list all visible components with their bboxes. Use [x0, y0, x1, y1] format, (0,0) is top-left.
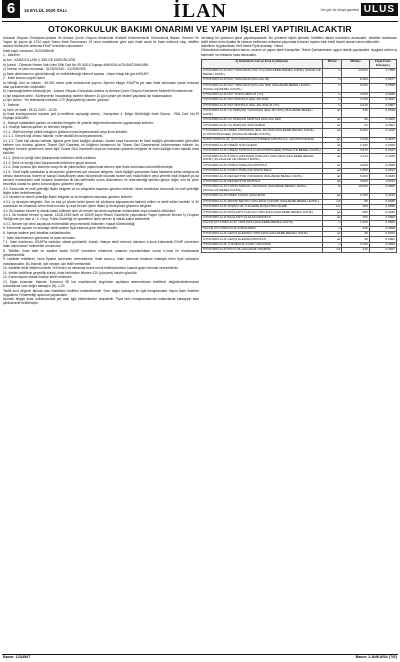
section-title: İLAN — [172, 0, 227, 22]
cell-quantity: 2.180 — [342, 143, 369, 148]
table-row — [202, 148, 397, 153]
notice-paragraph: a) Adı : KARAYOLLARI 4. BÖLGE MÜDÜRLÜĞÜ — [3, 57, 76, 62]
cell-quantity: 8.400 — [342, 78, 369, 83]
cell-quantity: 6.400 — [342, 174, 369, 179]
cell-item-name: OTOKORKULUK BAĞLANTI PLAKASI YAPILMASI (MALZEME BEDELİ DAHİL) — [202, 210, 323, 215]
cell-coefficient: 0,0026 — [369, 143, 396, 148]
notice-paragraph: Ankaralı Otoyolu Güneybatı-Ankara Ve Ankara Çevre Otoyolu Kesiminde Muhtelif Kilometrelerde Otokorkuluk Bakımı Onarımı Ve Yapım İşi yapım işi 4734 sayılı Kamu İhale Kanununun 19 uncu maddesine göre açık ihale usulü ile ihale edilecek olup, teklifler sadece elektronik ortamda EKAP üzerinden alınacaktır. — [3, 36, 199, 49]
cell-coefficient: 0,0189 — [369, 174, 396, 179]
notice-paragraph: Ayrıntılı bilgiye ihale dokümanında yer alan ilgili hükümlerden ulaşılabilir. Fiyat farkı hesaplamasında kullanılacak katsayılar idari şartnamede belirtilmiştir. — [3, 297, 199, 306]
logo-wordmark: ULUS — [361, 3, 398, 16]
cell-item-name: KAYAR ÇİT KORKULUK YAPILMASI (MALZEME BEDELİ DAHİL) — [202, 221, 323, 226]
cell-coefficient: 0,0002 — [369, 237, 396, 242]
notice-paragraph: 2 - İhale konusu yapım işinin — [3, 76, 45, 81]
table-row — [202, 154, 397, 163]
cell-coefficient: 0,0437 — [369, 148, 396, 153]
notice-body-left — [3, 36, 199, 652]
cell-unit: m — [322, 78, 342, 83]
notice-paragraph: b) İhale komisyonunun toplantı yeri (e-tekliflerin açılacağı adres) : Karayolları 4. Bölge Müdürlüğü İhale Salonu - Etlik Cad. No:19 Dışkapı ANKARA — [3, 112, 199, 121]
cell-coefficient: 0,0014 — [369, 168, 396, 173]
cell-coefficient: 0,0070 — [369, 138, 396, 143]
header-unit: Birimi — [322, 59, 342, 68]
cell-quantity: 3.300 — [342, 92, 369, 97]
notice-paragraph: ç) İhale dokümanının görülebileceği ve indirilebileceği internet sayfası : https://ekap.kik.gov.tr/EKAP/ — [3, 71, 149, 76]
cell-unit: ad — [322, 143, 342, 148]
cell-quantity: 310 — [342, 248, 369, 253]
notice-paragraph: a) Niteliği, türü ve miktarı : 66.000 metre çelik otokorkuluk yapımı. Ayrıntılı bilgiye EKAP'ta yer alan ihale dokümanı içinde bulunan idari şartnameden ulaşılabilir. — [3, 80, 199, 89]
notice-paragraph: 4.1.2. Şekli ve içeriği İdari Şartnamede belirlenen teklif mektubu. — [3, 156, 97, 161]
cell-quantity: 2.700 — [342, 242, 369, 247]
footer-right-code: Basın: 2.ANKARA (7/E) — [355, 655, 397, 659]
cell-quantity: 3.600 — [342, 179, 369, 184]
notice-paragraph: 4.1.1.2. Tüzel kişi olması halinde, ilgisine göre tüzel kişiliğin ortakları, üyeleri veya kurucuları ile tüzel kişiliğin yönetimindeki görevlileri belirten son durumu gösterir Ticaret Sicil Gazetesi, bu bilgilerin tamamının bir Ticaret Sicil Gazetesinde bulunmaması halinde, bu bilgilerin tümünü göstermek üzere ilgili Ticaret Sicil Gazeteleri veya bu hususları gösteren belgeler ile tüzel kişiliğin noter tasdikli imza sirküleri. — [3, 139, 199, 156]
cell-item-name: OTOKORKULUK REFLEKTÖR YAPILMASI (MALZEME BEDELİ DAHİL) — [202, 174, 323, 179]
cell-unit: ad — [322, 210, 342, 215]
cell-item-name: OTOKORKULUK UÇ PARÇASI MONTAJI (RAL-RG 820) — [202, 118, 323, 123]
cell-quantity: 12.500 — [342, 68, 369, 77]
cell-coefficient: 0,0027 — [369, 248, 396, 253]
cell-item-name: OTOKORKULUK BOYA VE GALVANİZ ONARIMI — [202, 248, 323, 253]
intro-paragraph: herhangi bir yazılımın işlevi yapılmayacaktır. Bu yönteme ilişkin işlemler, belirtilen ilanlar üzerinden alınacaktır. İstekliler tarafından teklif edilen birim fiyatlar ile idarece belirlenen miktarlar çarpılarak bulunan toplam tutar teklif bedeli olarak kabul edilecektir. — [201, 36, 397, 45]
cell-quantity: 48 — [342, 231, 369, 236]
notice-paragraph: 4.1.3. Şekli ve içeriği İdari Şartnamede belirlenen geçici teminat. — [3, 160, 97, 165]
cell-quantity: 640 — [342, 226, 369, 231]
cell-quantity: 980 — [342, 210, 369, 215]
cell-coefficient: 0,1026 — [369, 154, 396, 163]
notice-paragraph: Teklifi sınır değerin altında olan isteklilerin teklifleri reddedilecektir. Sınır değer katsayısı ile ilgili hesaplamalar Yapım İşleri İhaleleri Uygulama Yönetmeliği uyarınca yapılacaktır. — [3, 288, 199, 297]
cell-unit: m — [322, 103, 342, 108]
notice-paragraph: 12. Konsorsiyum olarak ihaleye teklif verilemez. — [3, 275, 73, 280]
cell-coefficient: 0,0045 — [369, 210, 396, 215]
cell-item-name: OTOKORKULUK AYIRICI PARÇASI SÖKÜLMESİ — [202, 168, 323, 173]
notice-paragraph: 4.4. Bu ihalede benzer iş olarak kabul edilecek işler ve benzer işe denk sayılacak mühendislik veya mimarlık bölümleri: — [3, 208, 176, 213]
notice-paragraph: 4.2. Ekonomik ve mali yeterliğe ilişkin belgeler ve bu belgelerin taşıması gereken kriterler: İdare tarafından ekonomik ve mali yeterliğe ilişkin kriter belirtilmemiştir. — [3, 186, 199, 195]
cell-coefficient: 0,0067 — [369, 103, 396, 108]
cell-item-name: OTOKORKULUK GEÇİŞ ELEMANI YAPILMASI (MALZEME BEDELİ DAHİL) — [202, 231, 323, 236]
page-number: 6 — [2, 0, 20, 18]
notice-paragraph: 4.3.1. İş deneyim belgeleri: Son on beş yıl içinde bedel içeren bir sözleşme kapsamında taahhüt edilen ve teklif edilen bedelin % 40 oranından az olmamak üzere ihale konusu iş veya benzer işlere ilişkin iş deneyimini gösteren belgeler. — [3, 199, 199, 209]
notice-paragraph: 4.3. Mesleki ve teknik yeterliğe ilişkin belgeler ve bu belgelerin taşıması gereken kriterler: — [3, 195, 133, 200]
cell-coefficient: 0,0009 — [369, 215, 396, 220]
notice-headline: OTOKORKULUK BAKIMI ONARIMI VE YAPIM İŞLERİ YAPTIRILACAKTIR — [48, 24, 352, 34]
cell-unit: ton — [322, 204, 342, 209]
cell-unit: m — [322, 68, 342, 77]
page-footer — [0, 654, 400, 662]
notice-paragraph: 4.1. İhaleye katılma şartları ve istenilen belgeler: — [3, 125, 74, 130]
notice-paragraph: 4.1.1. Teklif vermeye yetkili olduğunu gösteren imza beyannamesi veya imza sirküleri; — [3, 129, 128, 134]
cell-quantity: 36 — [342, 237, 369, 242]
cell-coefficient: 0,0035 — [369, 199, 396, 204]
cell-item-name: OTOKORKULUK REFLEKTÖR MONTAJI — [202, 179, 323, 184]
cell-coefficient: 0,0028 — [369, 163, 396, 168]
cell-unit: ad — [322, 118, 342, 123]
cell-unit: ad — [322, 194, 342, 199]
table-row — [202, 68, 397, 77]
cell-unit: tk — [322, 184, 342, 193]
cell-coefficient: 0,3229 — [369, 128, 396, 137]
notice-paragraph: 8. Teklifler, ihale tarih ve saatine kadar EKAP üzerinden elektronik ortamda hazırlandıktan sonra e-imza ile imzalanarak gönderilecektir. — [3, 248, 199, 257]
cell-item-name: OTOKORKULUK RAY YAPILMASI (RAL-RG 820) (MALZEME BEDELİ DAHİL) (HAVALIYE BEDELİ DAHİL) — [202, 83, 323, 92]
cell-quantity: 4.725 — [342, 98, 369, 103]
cell-quantity: 420 — [342, 204, 369, 209]
cell-unit: ad — [322, 237, 342, 242]
cell-item-name: OTOKORKULUK CIVATA SOMUN YAPILMASI (MALZEME BEDELİ DAHİL) (HAVALIYE BEDELİ DAHİL) — [202, 184, 323, 193]
cell-quantity: 85 — [342, 199, 369, 204]
notice-paragraph: 4.4.1. Bu ihalede benzer iş olarak, 18.08.2018 tarih ve 30539 sayılı Resmi Gazete'de yayımlanan Yapım İşlerinde Benzer İş Grupları Tebliği'nde yer alan A / V. Grup: Trafik Güvenliği ve İşaretleme İşleri benzer iş olarak kabul edilecektir. — [3, 213, 199, 222]
cell-item-name: OTOKORKULUK YÜKSEKLİK AYARI YAPILMASI — [202, 242, 323, 247]
newspaper-logo — [321, 2, 398, 17]
notice-paragraph: b) Adresi : Zübeyde Hanım Vakı Nevi Etlik Cad No:39 06110 Dışkapı ANKARA ALTINDAĞ/ANKARA — [3, 62, 149, 67]
cell-item-name: OTOKORKULUK RAY MONTAJI (RAL-RG 820) — [202, 98, 323, 103]
cell-unit: m2 — [322, 248, 342, 253]
cell-item-name: OTOKORKULUK RAY YAPILMASI (RAL-RG 82) — [202, 78, 323, 83]
cell-item-name: OTOKORKULUK UÇ PARÇASI YAPILMASI (RAL-RG 820) (MALZEME BEDELİ DAHİL) — [202, 108, 323, 117]
notice-paragraph: İhale kayıt numarası: 2020/455648 — [3, 48, 54, 53]
notice-paragraph: 5. Ekonomik açıdan en avantajlı teklif sadece fiyat esasına göre belirlenecektir. — [3, 226, 118, 231]
cell-unit: ad — [322, 215, 342, 220]
cell-unit: ad — [322, 148, 342, 153]
cell-item-name: OTOKORKULUK AYIRICI PARÇASI MONTAJI — [202, 163, 323, 168]
cell-unit: m — [322, 242, 342, 247]
cell-unit: m3 — [322, 199, 342, 204]
cell-quantity: 2.450 — [342, 194, 369, 199]
cell-item-name: OTOKORKULUK UÇ PARÇASI SÖKÜLMESİ — [202, 123, 323, 128]
intro-paragraph: Otokorkuluk malzemesinin bakım, onarım ve yapım işleri Karayolları Teknik Şartnamesine uygun olarak yapılacaktır. Aşağıda verilen iş kalemleri ve miktarlar esas alınacaktır. — [201, 48, 397, 57]
notice-body-right — [201, 36, 397, 652]
cell-coefficient: 0,0037 — [369, 98, 396, 103]
cell-quantity: 18.500 — [342, 184, 369, 193]
cell-unit: m — [322, 98, 342, 103]
intro-paragraph: İsteklilere Uygulanacak Yerli İstekli Fiyat Avantajı: Yoktur — [201, 44, 284, 49]
notice-paragraph: 7. İhale dokümanının görülmesi ve satın alınması: — [3, 235, 76, 240]
cell-coefficient: 0,0063 — [369, 242, 396, 247]
cell-quantity: 145 — [342, 108, 369, 117]
notice-paragraph: 9. İstekliler tekliflerini, birim fiyatlar üzerinden vereceklerdir. İhale sonucu, ihale üzerinde bırakılan istekliyle birim fiyat sözleşme imzalanacaktır. Bu ihalede, işin tamamı için teklif verilecektir. — [3, 257, 199, 266]
cell-coefficient: 0,0210 — [369, 194, 396, 199]
notice-paragraph: 4.1.1.1. Gerçek kişi olması halinde, noter tasdikli imza beyannamesi, — [3, 134, 104, 139]
cell-unit: m — [322, 92, 342, 97]
cell-quantity: 1.850 — [342, 168, 369, 173]
cell-quantity: 5.200 — [342, 128, 369, 137]
cell-item-name: OTOKORKULUK RAY MONTAJI (RAL-RG 820) (8 Yön) — [202, 103, 323, 108]
notice-paragraph: 4.4.2. Benzer işe denk sayılacak mühendislik veya mimarlık bölümleri: İnşaat Mühendisliği — [3, 221, 135, 226]
cell-unit: ad — [322, 231, 342, 236]
bill-of-quantities-table — [201, 59, 397, 254]
cell-unit: m — [322, 83, 342, 92]
masthead — [0, 0, 400, 26]
cell-coefficient: 0,0950 — [369, 184, 396, 193]
notice-paragraph: a) Tarih ve saati : 06.10.2020 - 10:30 — [3, 107, 57, 112]
table-row — [202, 83, 397, 92]
cell-coefficient: 0,6598 — [369, 83, 396, 92]
cell-quantity: 9.250 — [342, 83, 369, 92]
cell-quantity: 1.200 — [342, 221, 369, 226]
cell-item-name: OTOKORKULUK GEÇİŞ ELEMANI MONTAJI — [202, 237, 323, 242]
cell-quantity: 1.610 — [342, 103, 369, 108]
cell-quantity: 2.900 — [342, 163, 369, 168]
cell-unit: ad — [322, 168, 342, 173]
footer-left-code: Basın: 1234567 — [3, 655, 31, 659]
notice-paragraph: 7.1. İhale dokümanı, EKAP'ta bedelsiz olarak görülebilir. Ancak, ihaleye teklif verecek olanların e-imza kullanarak EKAP üzerinden ihale dokümanını indirmeleri zorunludur. — [3, 240, 199, 249]
notice-paragraph: 4.1.5. Tüzel kişilik tarafından iş deneyimini göstermek için sunulan belgenin, tüzel kişiliğin yarısından fazla hissesine sahip ortağına ait olması durumunda, ticaret ve sanayi odası/ticaret odası bünyesinde bulunan ticaret sicil müdürlükleri veya yeminli mali müşavir ya da serbest muhasebeci mali müşavir tarafından ilk ilan tarihinden sonra düzenlenen ve düzenlendiği tarihten geriye doğru son bir yıldır kesintisiz olarak bu şartın korunduğunu gösteren belge. — [3, 169, 199, 187]
cell-item-name: OTOKORKULUK DİREĞİ SÖKÜLMESİ — [202, 143, 323, 148]
cell-quantity: 64 — [342, 123, 369, 128]
cell-item-name: KORO KORKULUK (ÇOCUKDAMLIĞI) DİKMESİ MONTAJI (L-120 PROFİLDEN) — [202, 138, 323, 143]
logo-tagline: Her gün bir dünya gazetesi — [320, 7, 359, 12]
cell-coefficient: 0,0045 — [369, 92, 396, 97]
cell-unit: ad — [322, 174, 342, 179]
cell-coefficient: 0,0001 — [369, 123, 396, 128]
cell-item-name: OTOKORKULUK RAY YAPILMASI (Tek Yön) (MALZEME BEDELİ DAHİL) (HAVALIYE BEDELİ DAHİL) — [203, 68, 321, 77]
cell-coefficient: 0,0002 — [369, 118, 396, 123]
notice-paragraph: b) Yapılacağı/teslim edileceği yer : Ankara Otoyolu Güneybatı-Ankara ve Ankara Çevre Otoyolu Kesiminde Muhtelif Kilometrelerde — [3, 89, 193, 94]
notice-paragraph: c) Telefon ve faks numarası : 3123092040 - 3123092059 — [3, 67, 86, 72]
cell-unit: m — [322, 221, 342, 226]
cell-item-name: OTOKORKULUK BAĞLANTI PLAKASI MONTAJI — [202, 215, 323, 220]
footer-rule — [2, 654, 398, 655]
notice-paragraph: 6. İhaleye sadece yerli istekliler katılabilecektir. — [3, 230, 72, 235]
table-row — [202, 108, 397, 117]
table-row — [202, 248, 397, 253]
header-coefficient: Fiyat Farkı Katsayısı — [369, 59, 396, 68]
notice-paragraph: 4.1.4. İhale konusu işte idarenin onayı ile alt yüklenicilere yaptırılmak istenen işler ihale dokümanında belirtilmemiştir. — [3, 165, 174, 170]
cell-item-name: OTOKORKULUK DİREK KAZIĞI ÇAKILMASI — [202, 194, 323, 199]
cell-item-name: OTOKORKULUK DİREĞİ MONTAJI (C100 PROFİLDEN) (HAVALIYE BEDELİ DAHİL) — [203, 148, 321, 153]
cell-item-name: KAYAR ÇİT KORKULUK SÖKÜLMESİ — [202, 226, 323, 231]
notice-paragraph: 13. Diğer hususlar: İhalede, Kanunun 38 inci maddesinde öngörülen açıklama istenmeksizin tekliflerin değerlendirilmesinde kullanılacak sınır değer katsayısı (N): 1,00 — [3, 279, 199, 288]
notice-paragraph: 11. Verilen tekliflerin geçerlilik süresi, ihale tarihinden itibaren 120 (yüzyirmi) takvim günüdür. — [3, 270, 138, 275]
table-body — [202, 68, 397, 253]
table-row — [202, 231, 397, 236]
cell-unit: ad — [322, 138, 342, 143]
cell-item-name: OTOKORKULUK AYIRICI (DİSTANS) PARÇASI YAPILMASI (MALZEME BEDELİ DAHİL) (PLAKALAR VE ANKRAJ DAHİL) — [202, 154, 323, 163]
cell-coefficient: 0,6577 — [369, 78, 396, 83]
cell-quantity: 760 — [342, 215, 369, 220]
cell-unit: ad — [322, 154, 342, 163]
cell-quantity: 1.540 — [342, 138, 369, 143]
cell-unit: ad — [322, 123, 342, 128]
right-intro — [201, 36, 397, 57]
notice-paragraph: c) İşe başlama tarihi : Sözleşmenin imzalandığı tarihten itibaren 10 gün içinde yer teslimi yapılarak işe başlanacaktır. — [3, 93, 173, 98]
cell-coefficient: 1,7358 — [369, 68, 396, 77]
notice-paragraph: 4 - İhaleye katılabilme şartları ve istenilen belgeler ile yeterlik değerlendirmesinde uygulanacak kriterler: — [3, 120, 154, 125]
notice-paragraph: 3 - İhalenin — [3, 103, 20, 108]
cell-item-name: OTOKORKULUK RAY SÖKÜLMESİ (8 Yön) — [202, 92, 323, 97]
cell-quantity: 96 — [342, 118, 369, 123]
cell-coefficient: 0,0011 — [369, 179, 396, 184]
cell-unit: ad — [322, 128, 342, 137]
cell-item-name: OTOKORKULUK DİREK YAPILMASI (RAL-RG 820) (MALZEME BEDELİ DAHİL) (C100 PROFİLDEN) (HAVALIYE BEDELİ DAHİL) — [202, 128, 323, 137]
cell-unit: ad — [322, 179, 342, 184]
notice-paragraph: 1 - İdarenin — [3, 53, 20, 58]
masthead-rule — [2, 21, 398, 22]
notice-paragraph: 10. İstekliler teklif ettikleri bedelin %3'ünden az olmamak üzere kendi belirleyecekleri tutarda geçici teminat vereceklerdir. — [3, 266, 179, 271]
cell-unit: ad — [322, 163, 342, 168]
cell-coefficient: 0,0018 — [369, 108, 396, 117]
issue-date: 15 EYLÜL 2020 SALI — [24, 8, 67, 13]
cell-quantity: 3.070 — [342, 148, 369, 153]
header-item-name: İş Kaleminin Adı ve Kısa Açıklaması — [202, 59, 323, 68]
notice-paragraph: ç) İşin süresi : Yer tesliminden itibaren 270 (ikiyüzyetmiş) takvim günüdür. — [3, 98, 110, 103]
cell-coefficient: 0,0012 — [369, 231, 396, 236]
header-quantity: Miktarı — [342, 59, 369, 68]
cell-unit: m — [322, 226, 342, 231]
cell-unit: ad — [322, 108, 342, 117]
cell-coefficient: 0,0008 — [369, 226, 396, 231]
cell-item-name: OTOKORKULUK TAŞIMA VE YÜKLEME BOŞALTMA İŞLERİ — [202, 204, 323, 209]
cell-coefficient: 0,0095 — [369, 204, 396, 209]
cell-coefficient: 0,0560 — [369, 221, 396, 226]
cell-item-name: OTOKORKULUK ZEMİNİ BETON YAPILMASI (C20/25) (MALZEME BEDELİ DAHİL) — [202, 199, 323, 204]
cell-quantity: 4.120 — [342, 154, 369, 163]
